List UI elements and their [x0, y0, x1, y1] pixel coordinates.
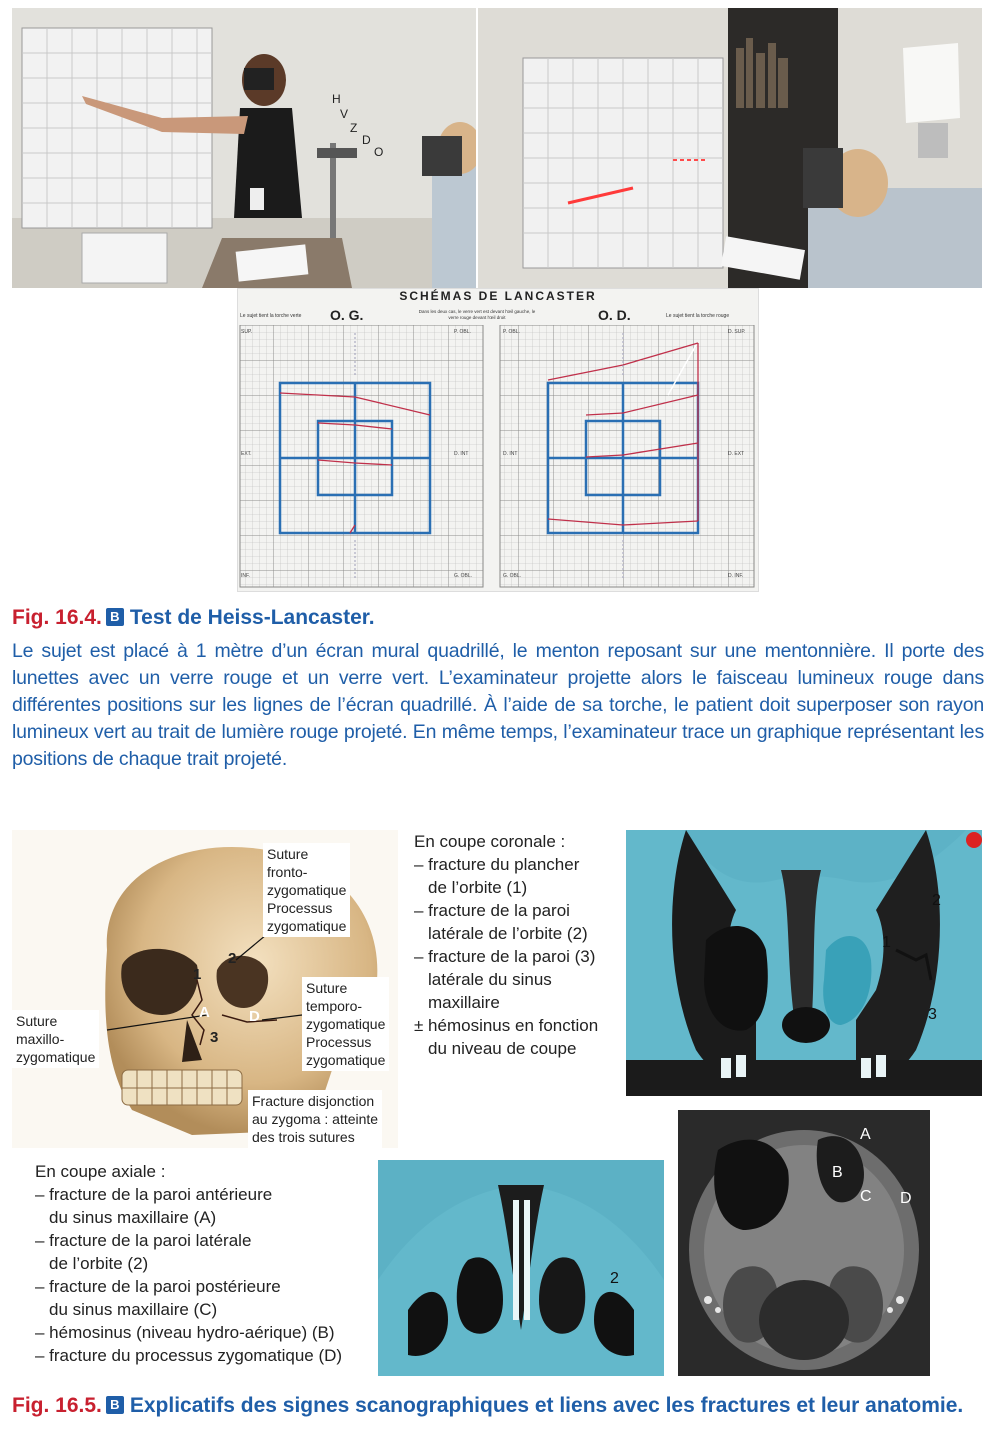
- ct-axial-bone-image: [678, 1110, 930, 1376]
- skull-mark-3: 3: [210, 1029, 219, 1046]
- svg-text:D: D: [362, 133, 371, 147]
- coronal-line-5: latérale de l’orbite (2): [428, 924, 588, 943]
- fig-16-5-caption: [12, 1394, 963, 1418]
- lancaster-right-corner-2: D. SUP.: [728, 329, 746, 335]
- ct-coronal-mark-3: 3: [928, 1006, 937, 1023]
- ct-coronal-mark-2: 2: [932, 892, 941, 909]
- coronal-line-9: ± hémosinus en fonction: [414, 1016, 599, 1035]
- axial-line-7: du sinus maxillaire (C): [49, 1300, 218, 1319]
- axial-line-5: de l’orbite (2): [49, 1254, 149, 1273]
- axial-line-2: – fracture de la paroi antérieure: [35, 1185, 273, 1204]
- axial-line-1: En coupe axiale :: [35, 1162, 166, 1181]
- coronal-line-6: – fracture de la paroi (3): [414, 947, 596, 966]
- ct-axial-mark-2: 2: [610, 1270, 619, 1287]
- ct-coronal-drawing: [626, 830, 982, 1096]
- label-fronto-line-1: Suture: [267, 846, 309, 862]
- label-temporo-line-1: Suture: [306, 980, 348, 996]
- lancaster-left-corner-3: EXT.: [241, 451, 252, 457]
- label-suture-maxillo-zygomatique: [12, 1010, 99, 1068]
- ct-axial-drawing: [378, 1160, 664, 1376]
- lancaster-left-corner-5: INF.: [241, 573, 250, 579]
- ct-axial-bone-drawing: [678, 1110, 930, 1376]
- svg-text:Z: Z: [350, 121, 358, 135]
- label-fronto-line-5: zygomatique: [267, 918, 347, 934]
- label-fracture-line-1: Fracture disjonction: [252, 1093, 375, 1109]
- photo-patient-superposing: [478, 8, 982, 288]
- ct-coronal-image: [626, 830, 982, 1096]
- label-temporo-line-5: zygomatique: [306, 1052, 386, 1068]
- skull-mark-A: A: [199, 1004, 210, 1021]
- coronal-line-4: – fracture de la paroi: [414, 901, 570, 920]
- lancaster-right-corner-3: D. INT: [503, 451, 518, 457]
- coronal-text: [414, 830, 598, 1060]
- lancaster-chart: [237, 288, 759, 592]
- ct-axial-image: [378, 1160, 664, 1376]
- lancaster-og-label: O. G.: [330, 307, 364, 323]
- skull-mark-1: 1: [193, 966, 202, 983]
- axial-text: [35, 1160, 342, 1367]
- lancaster-right-note: Le sujet tient la torche rouge: [666, 313, 730, 319]
- fig-16-4-title: Test de Heiss-Lancaster.: [129, 606, 375, 629]
- lancaster-right-corner-4: D. EXT: [728, 451, 745, 457]
- lancaster-right-corner-6: D. INF.: [728, 573, 744, 579]
- label-temporo-line-4: Processus: [306, 1034, 372, 1050]
- lancaster-left-note: Le sujet tient la torche verte: [240, 313, 302, 319]
- label-fronto-line-4: Processus: [267, 900, 333, 916]
- label-maxillo-line-3: zygomatique: [16, 1049, 96, 1065]
- axial-line-3: du sinus maxillaire (A): [49, 1208, 217, 1227]
- lancaster-right-corner-1: P. OBL.: [503, 329, 520, 335]
- coronal-line-3: de l’orbite (1): [428, 878, 528, 897]
- ct-axial-bone-mark-B: B: [832, 1164, 843, 1181]
- fig-16-4-description: Le sujet est placé à 1 mètre d’un écran mural quadrillé, le menton reposant sur une mentonnière. Il porte des lunettes avec un verre rouge et un verre vert. L’examinateur projette alors le faisceau lumineux rouge dans différentes positions sur les lignes de l’écran quadrillé. À l’aide de sa torche, le patient doit superposer son rayon lumineux vert au trait de lumière rouge projeté. En même temps, l’examinateur trace un graphique représentant les positions de chaque trait projeté.: [12, 640, 984, 770]
- fig-16-5-title: Explicatifs des signes scanographiques et liens avec les fractures et leur anatomie.: [129, 1394, 964, 1417]
- label-fracture-line-2: au zygoma : atteinte: [252, 1111, 379, 1127]
- lancaster-left-corner-2: P. OBL.: [454, 329, 471, 335]
- lancaster-title: SCHÉMAS DE LANCASTER: [399, 289, 597, 303]
- lancaster-right-corner-5: G. OBL.: [503, 573, 522, 579]
- axial-line-4: – fracture de la paroi latérale: [35, 1231, 252, 1250]
- axial-line-6: – fracture de la paroi postérieure: [35, 1277, 281, 1296]
- label-fronto-line-2: fronto-: [267, 864, 308, 880]
- lancaster-grids: [238, 325, 758, 589]
- fig-16-4-caption: [12, 606, 375, 630]
- coronal-line-2: – fracture du plancher: [414, 855, 580, 874]
- photo-examiner-pointing-drawing: [12, 8, 476, 288]
- label-temporo-line-3: zygomatique: [306, 1016, 386, 1032]
- lancaster-od-label: O. D.: [598, 307, 631, 323]
- coronal-line-10: du niveau de coupe: [428, 1039, 577, 1058]
- skull-mark-2: 2: [228, 950, 237, 967]
- photo-examiner-pointing: [12, 8, 476, 288]
- fig-16-4-number: Fig. 16.4.: [12, 606, 102, 629]
- lancaster-left-corner-6: G. OBL.: [454, 573, 473, 579]
- svg-text:H: H: [332, 92, 341, 106]
- ct-axial-bone-mark-A: A: [860, 1126, 871, 1143]
- axial-line-8: – hémosinus (niveau hydro-aérique) (B): [35, 1323, 335, 1342]
- lancaster-left-corner-1: SUP.: [241, 329, 253, 335]
- ct-axial-bone-mark-C: C: [860, 1188, 872, 1205]
- label-fracture-line-3: des trois sutures: [252, 1129, 355, 1145]
- label-suture-temporo-zygomatique: [302, 977, 389, 1071]
- label-fronto-line-3: zygomatique: [267, 882, 347, 898]
- photo-patient-superposing-drawing: [478, 8, 982, 288]
- coronal-line-8: maxillaire: [428, 993, 500, 1012]
- coronal-line-1: En coupe coronale :: [414, 832, 566, 851]
- fig-16-5-number: Fig. 16.5.: [12, 1394, 102, 1417]
- label-fracture-disjonction: [248, 1090, 382, 1148]
- label-suture-fronto-zygomatique: [263, 843, 350, 937]
- ct-coronal-mark-1: 1: [882, 934, 891, 951]
- fig-16-5-badge: B: [106, 1396, 124, 1414]
- label-maxillo-line-2: maxillo-: [16, 1031, 65, 1047]
- lancaster-left-corner-4: D. INT: [454, 451, 469, 457]
- ct-axial-bone-mark-D: D: [900, 1190, 912, 1207]
- fig-16-4-badge: B: [106, 608, 124, 626]
- svg-text:O: O: [374, 145, 384, 159]
- label-temporo-line-2: temporo-: [306, 998, 363, 1014]
- axial-line-9: – fracture du processus zygomatique (D): [35, 1346, 343, 1365]
- coronal-line-7: latérale du sinus: [428, 970, 552, 989]
- svg-text:V: V: [340, 107, 349, 121]
- label-maxillo-line-1: Suture: [16, 1013, 58, 1029]
- skull-mark-D: D: [249, 1008, 260, 1025]
- lancaster-center-note: Dans les deux cas, le verre vert est devant l'œil gauche, le verre rouge devant l'œil droit: [418, 309, 536, 320]
